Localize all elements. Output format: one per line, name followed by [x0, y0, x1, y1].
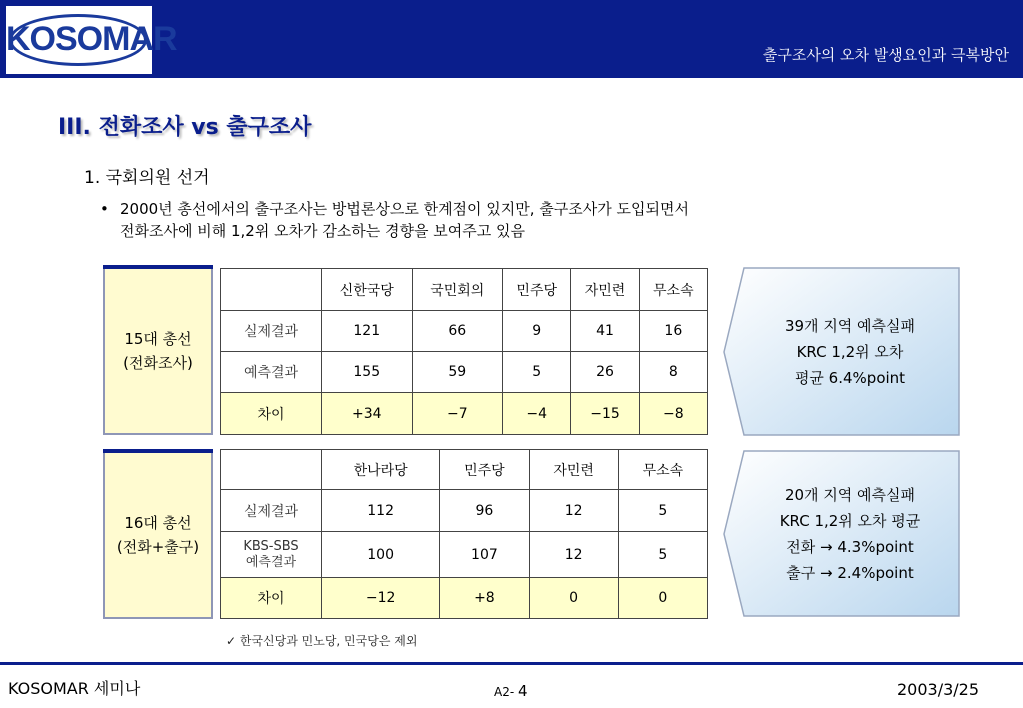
label-16th-election [103, 451, 213, 619]
table-row [221, 490, 708, 532]
table-cell: 0 [529, 578, 618, 619]
footer-date: 2003/3/25 [897, 680, 980, 699]
table-cell: 121 [322, 311, 413, 352]
table-cell: 107 [440, 532, 529, 578]
label-15-line-2: (전화조사) [123, 354, 193, 372]
table-cell: 5 [618, 532, 707, 578]
table-cell: 112 [322, 490, 440, 532]
table-16th-election [220, 449, 708, 619]
col-header: 민주당 [440, 450, 529, 490]
table-cell: 100 [322, 532, 440, 578]
callout-15-line-1: 39개 지역 예측실패 [784, 317, 916, 335]
callout-16-line-3: 전화 → 4.3%point [786, 538, 914, 556]
col-header: 무소속 [639, 269, 707, 311]
row-label-line-1: KBS-SBS [243, 538, 299, 554]
table-row-difference [221, 578, 708, 619]
row-label: 차이 [221, 578, 322, 619]
col-header: 한나라당 [322, 450, 440, 490]
bullet-text [120, 198, 880, 242]
callout-15th [722, 266, 962, 438]
section-heading: III. 전화조사 vs 출구조사 [58, 115, 312, 140]
table-cell: 12 [529, 490, 618, 532]
bullet-line-1: 2000년 총선에서의 출구조사는 방법론상으로 한계점이 있지만, 출구조사가 도입되면서 [120, 200, 689, 218]
table-cell: 66 [412, 311, 503, 352]
footnote: ✓ 한국신당과 민노당, 민국당은 제외 [226, 634, 418, 648]
table-cell: 16 [639, 311, 707, 352]
table-cell: −12 [322, 578, 440, 619]
table-cell: +8 [440, 578, 529, 619]
logo-text: KOSOMAR [6, 20, 177, 58]
table-cell: 96 [440, 490, 529, 532]
table-cell: 0 [618, 578, 707, 619]
row-label: 실제결과 [221, 311, 322, 352]
table-cell: −8 [639, 393, 707, 435]
table-cell: 5 [618, 490, 707, 532]
table-cell: 8 [639, 352, 707, 393]
table-corner-cell [221, 450, 322, 490]
table-cell: −15 [571, 393, 639, 435]
table-cell: +34 [322, 393, 413, 435]
sub-heading: 1. 국회의원 선거 [84, 168, 210, 188]
footer-page [494, 682, 528, 700]
label-16-line-1: 16대 총선 [124, 514, 192, 532]
col-header: 신한국당 [322, 269, 413, 311]
table-cell: −4 [503, 393, 571, 435]
table-15th-election [220, 268, 708, 435]
table-cell: 41 [571, 311, 639, 352]
table-header-row [221, 450, 708, 490]
callout-16-text [736, 449, 964, 619]
bullet-mark: • [100, 200, 109, 218]
table-row [221, 311, 708, 352]
table-cell: 26 [571, 352, 639, 393]
row-label-line-2: 예측결과 [245, 554, 297, 570]
callout-15-line-2: KRC 1,2위 오차 [796, 343, 904, 361]
page-number: 4 [518, 682, 528, 700]
table-cell: 9 [503, 311, 571, 352]
table-row [221, 532, 708, 578]
callout-16-line-2: KRC 1,2위 오차 평균 [779, 512, 921, 530]
row-label: 차이 [221, 393, 322, 435]
footer-divider [0, 662, 1023, 665]
logo [6, 6, 177, 74]
label-15-line-1: 15대 총선 [124, 330, 192, 348]
callout-16-line-1: 20개 지역 예측실패 [784, 486, 916, 504]
bullet-line-2: 전화조사에 비해 1,2위 오차가 감소하는 경향을 보여주고 있음 [120, 222, 525, 240]
callout-16-line-4: 출구 → 2.4%point [786, 564, 914, 582]
callout-15-line-3: 평균 6.4%point [794, 369, 906, 387]
col-header: 무소속 [618, 450, 707, 490]
footer-seminar: KOSOMAR 세미나 [8, 679, 141, 698]
table-cell: 155 [322, 352, 413, 393]
row-label: 예측결과 [221, 352, 322, 393]
col-header: 자민련 [529, 450, 618, 490]
table-cell: −7 [412, 393, 503, 435]
row-label [221, 532, 322, 578]
header-bar [0, 0, 1023, 78]
table-row [221, 352, 708, 393]
presentation-title: 출구조사의 오차 발생요인과 극복방안 [762, 46, 1009, 64]
col-header: 자민련 [571, 269, 639, 311]
row-label: 실제결과 [221, 490, 322, 532]
callout-15-text [736, 266, 964, 438]
table-row-difference [221, 393, 708, 435]
table-header-row [221, 269, 708, 311]
table-corner-cell [221, 269, 322, 311]
table-cell: 59 [412, 352, 503, 393]
label-16-line-2: (전화+출구) [116, 538, 200, 556]
callout-16th [722, 449, 962, 619]
label-15th-election [103, 267, 213, 435]
table-cell: 5 [503, 352, 571, 393]
page-prefix: A2- [494, 685, 515, 699]
table-cell: 12 [529, 532, 618, 578]
col-header: 국민회의 [412, 269, 503, 311]
col-header: 민주당 [503, 269, 571, 311]
